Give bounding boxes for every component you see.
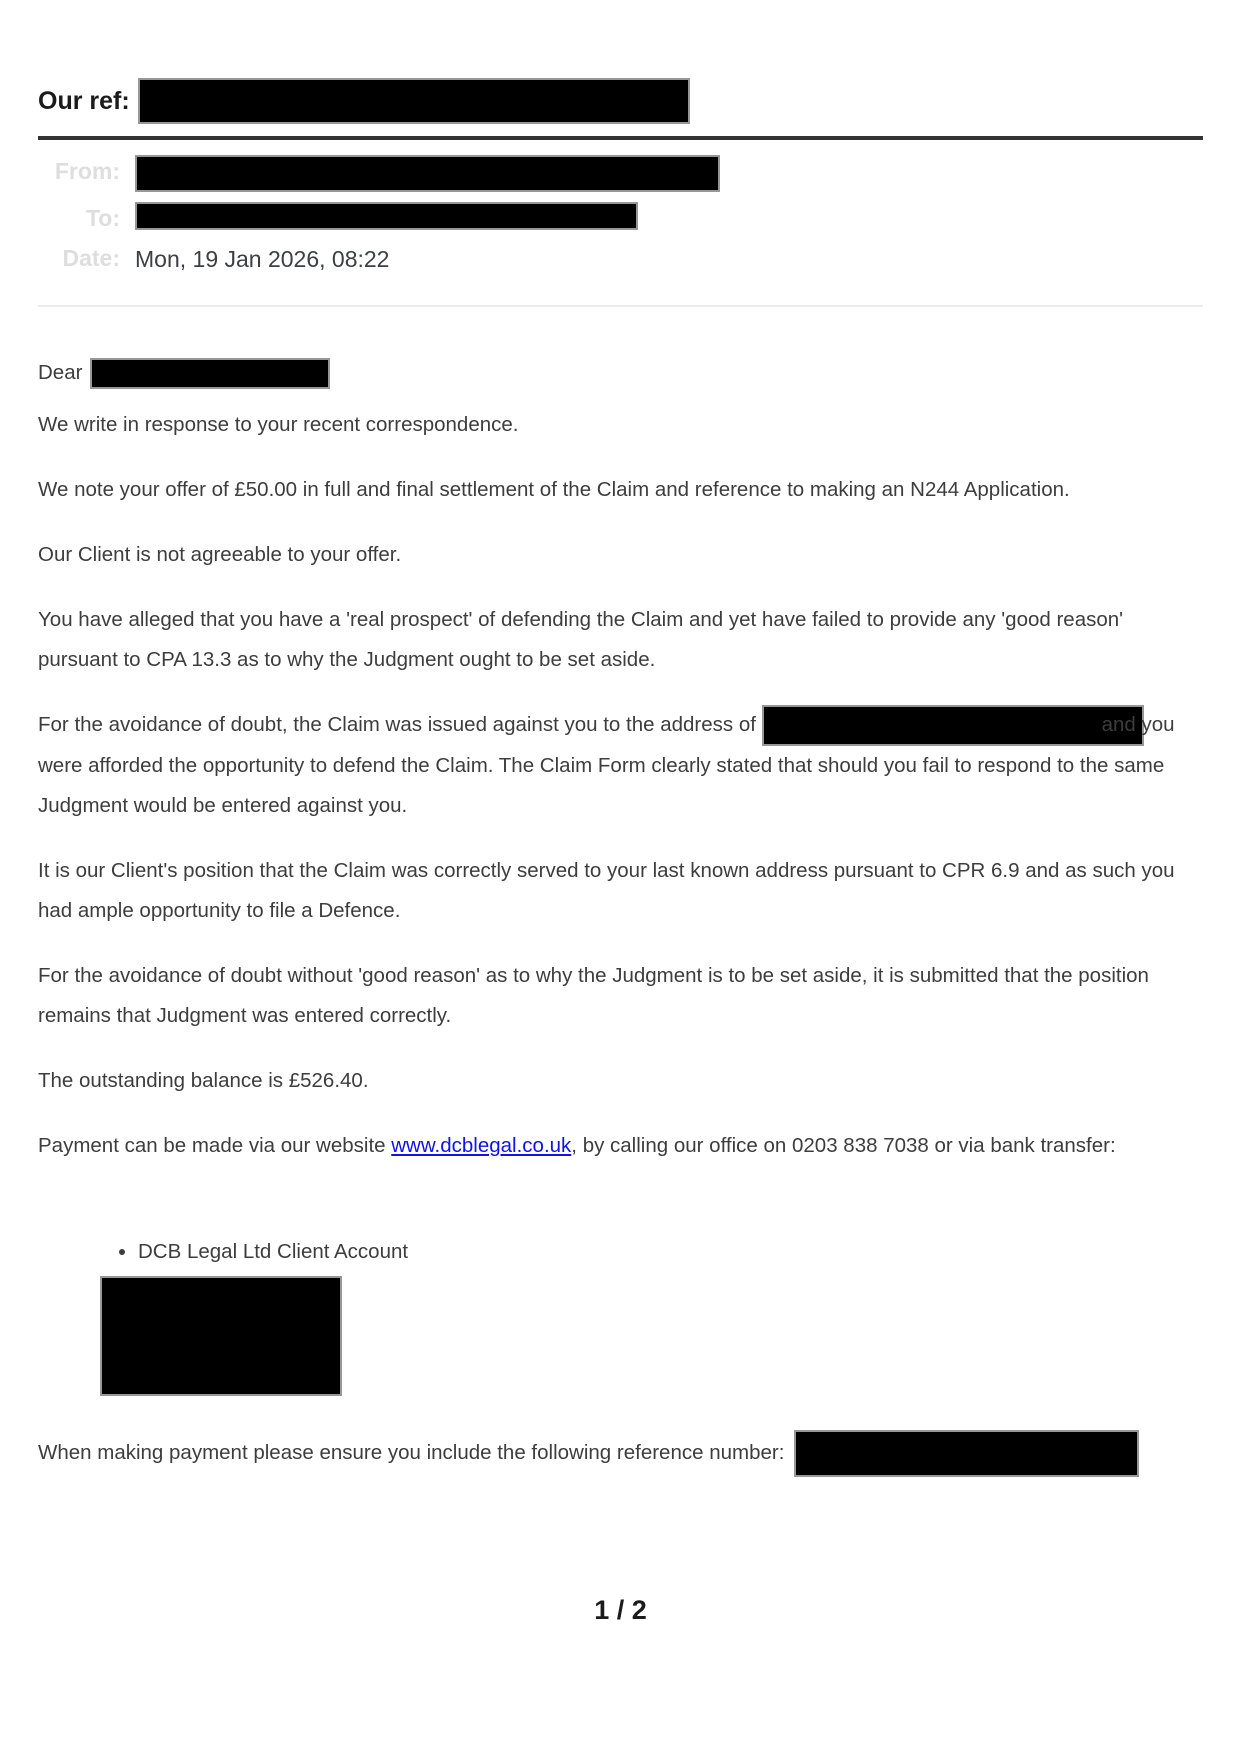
- paragraph-not-agreeable: Our Client is not agreeable to your offer.: [38, 543, 402, 566]
- paragraph-served: It is our Client's position that the Claim was correctly served to your last known address pursuant to CPR 6.9 and as such you had ample opportunity to file a Defence.: [38, 859, 1175, 923]
- list-item-account-name: • DCB Legal Ltd Client Account: [138, 1232, 1203, 1272]
- page-indicator: 1 / 2: [594, 1595, 647, 1626]
- date-value: Mon, 19 Jan 2026, 08:22: [135, 246, 390, 272]
- salutation-line: [38, 353, 1203, 393]
- paragraph-offer: We note your offer of £50.00 in full and final settlement of the Claim and reference to making an N244 Application.: [38, 478, 1070, 501]
- subject-row: [38, 0, 1203, 124]
- to-row: [38, 202, 1203, 232]
- redacted-from-address: [135, 155, 720, 192]
- redacted-to-address: [135, 202, 638, 230]
- paragraph-reference-text: When making payment please ensure you include the following reference number:: [38, 1441, 785, 1464]
- paragraph-payment-before: Payment can be made via our website: [38, 1134, 392, 1158]
- redacted-bank-details: [100, 1276, 342, 1396]
- paragraph-alleged: You have alleged that you have a 'real prospect' of defending the Claim and yet have failed to provide any 'good reason' pursuant to CPA 13.3 as to why the Judgment ought to be set aside.: [38, 608, 1124, 671]
- date-label: Date:: [62, 245, 120, 271]
- from-row: [38, 155, 1203, 192]
- email-meta: [38, 155, 1203, 273]
- salutation-text: Dear: [38, 361, 83, 384]
- paragraph-balance: The outstanding balance is £526.40.: [38, 1069, 369, 1093]
- to-label: To:: [85, 205, 120, 231]
- redacted-address: [762, 705, 1144, 746]
- paragraph-payment-after: , by calling our office on 0203 838 7038 or via bank transfer:: [571, 1134, 1116, 1158]
- paragraph-address: [38, 705, 1203, 826]
- from-label: From:: [54, 158, 120, 184]
- redacted-recipient-name: [90, 358, 330, 389]
- paragraph-payment: [38, 1126, 1203, 1166]
- paragraph-reference: [38, 1430, 1203, 1477]
- meta-body-divider: [38, 305, 1203, 307]
- date-row: [38, 242, 1203, 273]
- redacted-our-ref-value: [138, 78, 690, 124]
- paragraph-good-reason: For the avoidance of doubt without 'good reason' as to why the Judgment is to be set aside, it is submitted that the position remains that Judgment was entered correctly.: [38, 964, 1149, 1028]
- website-link[interactable]: www.dcblegal.co.uk: [391, 1134, 572, 1158]
- paragraph-address-after: and you were afforded the opportunity to defend the Claim. The Claim Form clearly stated that should you fail to respond to the same Judgment would be entered against you.: [38, 713, 1175, 818]
- redacted-reference-number: [794, 1430, 1139, 1477]
- header-divider: [38, 136, 1203, 140]
- paragraph-intro: We write in response to your recent correspondence.: [38, 413, 519, 436]
- email-body: [38, 353, 1203, 1477]
- bank-transfer-list: [38, 1232, 1203, 1384]
- our-ref-label: Our ref:: [38, 86, 130, 115]
- paragraph-address-before: For the avoidance of doubt, the Claim was issued against you to the address of: [38, 713, 756, 736]
